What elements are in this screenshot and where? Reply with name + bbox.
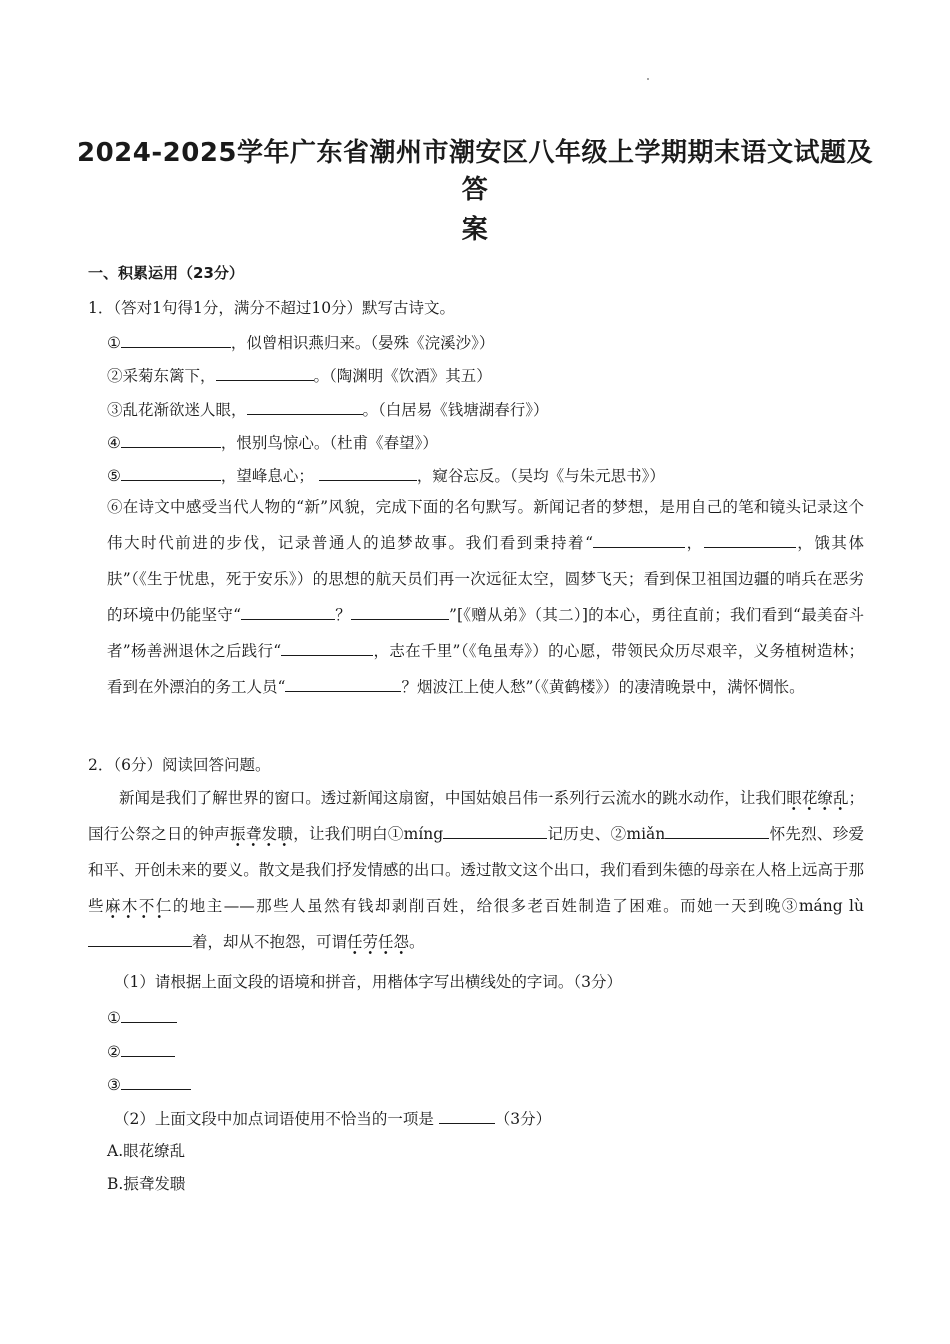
answer-blank[interactable] (216, 363, 314, 381)
answer-line-3: ③ (107, 1072, 191, 1096)
option-b[interactable]: B.振聋发聩 (107, 1175, 186, 1193)
answer-blank[interactable] (121, 1072, 191, 1090)
answer-blank[interactable] (241, 602, 335, 620)
answer-blank[interactable] (281, 638, 373, 656)
answer-line-2: ② (107, 1039, 175, 1063)
answer-blank[interactable] (593, 530, 685, 548)
q1-item-6: ⑥在诗文中感受当代人物的“新”风貌，完成下面的名句默写。新闻记者的梦想，是用自己的笔和镜头记录这个伟大时代前进的步伐，记录普通人的追梦故事。我们看到秉持着“ ， ，饿其体肤”（《生于忧患，死于安乐》）的思想的航天员们再一次远征太空，圆梦飞天；看到保卫祖国边疆的哨兵在恶劣的环境中仍能坚守“ ？ ”[《赠从弟》（其二）]的本心，勇往直前；我们看到“最美奋斗者”杨善洲退休之后践行“ ，志在千里”（《龟虽寿》）的心愿，带领民众历尽艰辛，义务植树造林；看到在外漂泊的务工人员“ ？烟波江上使人愁”（《黄鹤楼》）的凄清晚景中，满怀惆怅。 (107, 498, 864, 696)
pinyin-blank[interactable] (443, 821, 547, 839)
answer-blank[interactable] (285, 674, 401, 692)
question-2-stem: 2．（6分）阅读回答问题。 (88, 756, 271, 774)
q1-item-2: ②采菊东篱下， 。（陶渊明《饮酒》其五） (107, 363, 492, 387)
answer-blank[interactable] (704, 530, 796, 548)
scan-dot (647, 78, 649, 80)
answer-blank[interactable] (121, 330, 231, 348)
q1-item-4: ④ ，恨别鸟惊心。（杜甫《春望》） (107, 430, 438, 454)
document-title: 2024-2025学年广东省潮州市潮安区八年级上学期期末语文试题及答 (76, 138, 874, 205)
document-title-continued: 案 (461, 215, 489, 245)
q2-sub-question-1: （1）请根据上面文段的语境和拼音，用楷体字写出横线处的字词。（3分） (114, 973, 622, 991)
pinyin-blank[interactable] (665, 821, 769, 839)
answer-line-1: ① (107, 1005, 177, 1029)
answer-blank[interactable] (319, 463, 417, 481)
answer-blank[interactable] (439, 1106, 495, 1124)
dotted-word: 眼花缭乱 (786, 789, 848, 811)
answer-blank[interactable] (121, 463, 221, 481)
q2-sub-question-2: （2）上面文段中加点词语使用不恰当的一项是 （3分） (114, 1106, 551, 1130)
answer-blank[interactable] (121, 1005, 177, 1023)
q1-item-1: ① ，似曾相识燕归来。（晏殊《浣溪沙》） (107, 330, 494, 354)
q1-item-3: ③乱花渐欲迷人眼， 。（白居易《钱塘湖春行》） (107, 397, 549, 421)
answer-blank[interactable] (351, 602, 449, 620)
question-1-stem: 1．（答对1句得1分，满分不超过10分）默写古诗文。 (88, 299, 456, 317)
q1-item-5: ⑤ ，望峰息心； ，窥谷忘反。（吴均《与朱元思书》） (107, 463, 665, 487)
dotted-word: 振聋发聩 (230, 825, 293, 847)
q2-passage: 新闻是我们了解世界的窗口。透过新闻这扇窗，中国姑娘吕伟一系列行云流水的跳水动作，让我们眼花缭乱；国行公祭之日的钟声振聋发聩，让我们明白①míng 记历史、②miǎn 怀先烈、珍爱和平、开创未来的要义。散文是我们抒发情感的出口。透过散文这个出口，我们看到朱德的母亲在人格上远高于那些麻木不仁的地主——那些人虽然有钱却剥削百姓，给很多老百姓制造了困难。而她一天到晚③máng lù着，却从不抱怨，可谓任劳任怨。 (88, 780, 864, 960)
pinyin-blank[interactable] (88, 929, 192, 947)
section-heading: 一、积累运用（23分） (88, 264, 244, 282)
answer-blank[interactable] (121, 1039, 175, 1057)
dotted-word: 任劳任怨 (347, 933, 409, 955)
option-a[interactable]: A.眼花缭乱 (107, 1142, 186, 1160)
answer-blank[interactable] (247, 397, 363, 415)
dotted-word: 麻木不仁 (105, 897, 173, 919)
answer-blank[interactable] (121, 430, 221, 448)
